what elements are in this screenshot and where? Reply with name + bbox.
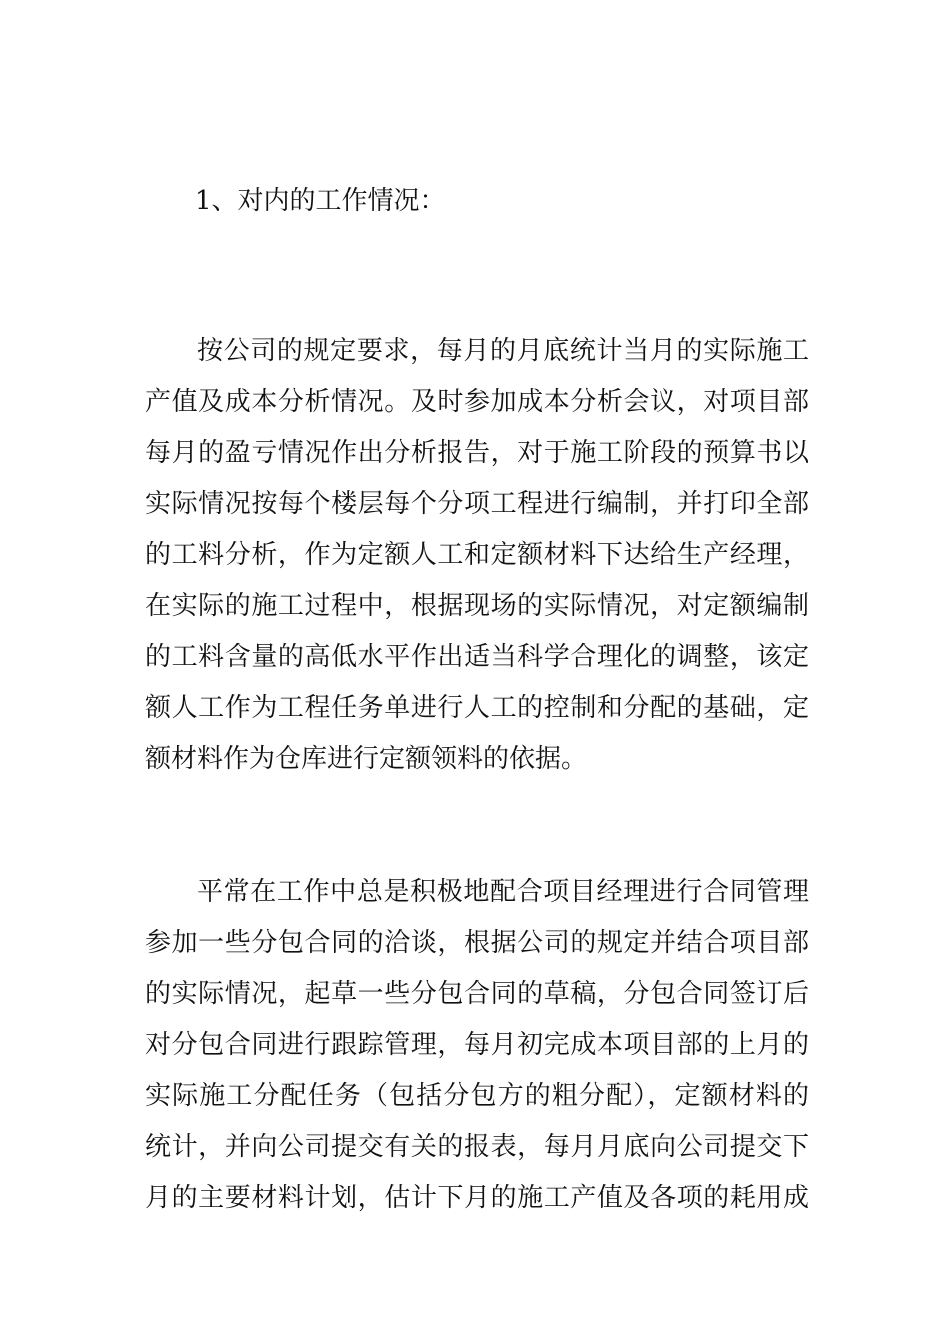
paragraph-line: 平常在工作中总是积极地配合项目经理进行合同管理 <box>197 877 809 907</box>
paragraph-line: 额人工作为工程任务单进行人工的控制和分配的基础，定 <box>145 693 809 723</box>
paragraph-line: 的工料含量的高低水平作出适当科学合理化的调整，该定 <box>145 642 809 672</box>
paragraph-internal-work <box>145 326 809 785</box>
paragraph-line: 月的主要材料计划，估计下月的施工产值及各项的耗用成 <box>145 1183 809 1213</box>
paragraph-line: 在实际的施工过程中，根据现场的实际情况，对定额编制 <box>145 591 809 621</box>
paragraph-line: 按公司的规定要求，每月的月底统计当月的实际施工 <box>197 336 809 366</box>
paragraph-line: 参加一些分包合同的洽谈，根据公司的规定并结合项目部 <box>145 928 809 958</box>
paragraph-line: 对分包合同进行跟踪管理，每月初完成本项目部的上月的 <box>145 1030 809 1060</box>
paragraph-line: 实际施工分配任务（包括分包方的粗分配），定额材料的 <box>145 1081 809 1111</box>
paragraph-line: 统计，并向公司提交有关的报表，每月月底向公司提交下 <box>145 1132 809 1162</box>
paragraph-contract-management <box>145 867 809 1224</box>
paragraph-line: 每月的盈亏情况作出分析报告，对于施工阶段的预算书以 <box>145 438 809 468</box>
paragraph-line: 的工料分析，作为定额人工和定额材料下达给生产经理， <box>145 540 809 570</box>
paragraph-line: 产值及成本分析情况。及时参加成本分析会议，对项目部 <box>145 387 809 417</box>
paragraph-line: 额材料作为仓库进行定额领料的依据。 <box>145 744 588 774</box>
section-heading: 1、对内的工作情况： <box>195 186 446 216</box>
paragraph-line: 实际情况按每个楼层每个分项工程进行编制，并打印全部 <box>145 489 809 519</box>
paragraph-line: 的实际情况，起草一些分包合同的草稿，分包合同签订后 <box>145 979 809 1009</box>
